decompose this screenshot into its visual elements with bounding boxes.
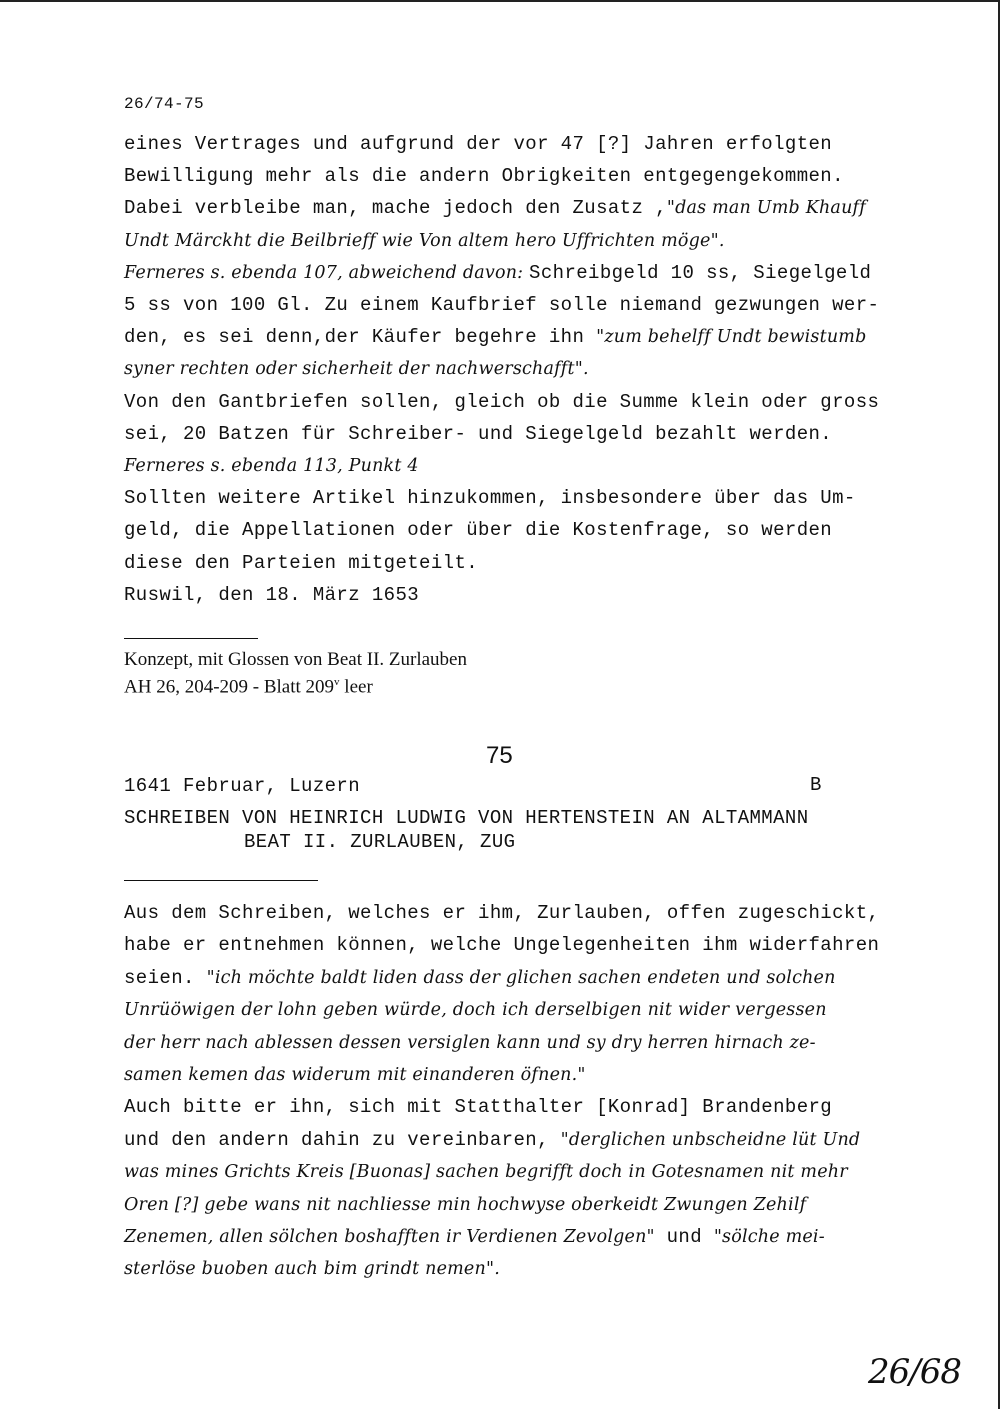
handwritten-archive-number: 26/68 bbox=[868, 1352, 961, 1392]
document-number: 75 bbox=[486, 742, 513, 769]
section-1-line-7-segment-1: den, es sei denn,der Käufer begehre ihn bbox=[124, 326, 597, 349]
section-1-line-8-segment-1: syner rechten oder sicherheit der nachwerschafft". bbox=[124, 359, 589, 380]
category-letter: B bbox=[810, 774, 822, 796]
section-1-line-6-segment-1: 5 ss von 100 Gl. Zu einem Kaufbrief solle niemand gezwungen wer- bbox=[124, 294, 880, 316]
section-1-line-2 bbox=[124, 164, 844, 188]
section-2-line-10-segment-1: Oren [?] gebe wans nit nachliesse min hochwyse oberkeidt Zwungen Zehilf bbox=[124, 1194, 807, 1215]
section-1-line-9-segment-1: Von den Gantbriefen sollen, gleich ob die Summe klein oder gross bbox=[124, 390, 880, 413]
section-1-line-2-segment-1: Bewilligung mehr als die andern Obrigkeiten entgegengekommen. bbox=[124, 165, 844, 188]
document-title-line-1: SCHREIBEN VON HEINRICH LUDWIG VON HERTENSTEIN AN ALTAMMANN bbox=[124, 807, 809, 829]
section-2-line-3-segment-2: "ich möchte baldt liden dass der glichen sachen endeten und solchen bbox=[206, 967, 836, 988]
section-2-line-11-segment-2: und bbox=[654, 1226, 714, 1248]
section-1-line-9 bbox=[124, 390, 879, 414]
section-2-line-3 bbox=[124, 966, 836, 990]
section-1-line-12 bbox=[124, 486, 856, 510]
section-2-rule bbox=[124, 880, 318, 881]
section-2-line-11 bbox=[124, 1225, 825, 1249]
section-2-line-5 bbox=[124, 1031, 816, 1055]
section-1-line-3-segment-1: Dabei verbleibe man, mache jedoch den Zusatz , bbox=[124, 197, 667, 220]
section-1-line-11-segment-1: Ferneres s. ebenda 113, Punkt 4 bbox=[124, 456, 419, 476]
page-border-top bbox=[0, 0, 1000, 2]
footnote-verso: v bbox=[334, 676, 340, 688]
section-2-line-4 bbox=[124, 998, 827, 1022]
section-1-line-10-segment-1: sei, 20 Batzen für Schreiber- und Siegelgeld bezahlt werden. bbox=[124, 422, 833, 445]
section-2-line-9 bbox=[124, 1160, 848, 1184]
section-2-line-4-segment-1: Unrüöwigen der lohn geben würde, doch ich derselbigen nit wider vergessen bbox=[124, 1000, 827, 1021]
section-2-line-11-segment-1: Zenemen, allen sölchen boshafften ir Verdienen Zevolgen" bbox=[124, 1227, 655, 1247]
section-2-line-6-segment-1: samen kemen das widerum mit einanderen öfnen." bbox=[124, 1065, 586, 1085]
section-1-line-11 bbox=[124, 454, 419, 478]
footnote-line-2 bbox=[124, 670, 373, 699]
date-place: 1641 Februar, Luzern bbox=[124, 775, 361, 797]
section-1-line-5-segment-2: Schreibgeld 10 ss, Siegelgeld bbox=[529, 261, 872, 284]
section-1-line-5-segment-1: Ferneres s. ebenda 107, abweichend davon: bbox=[124, 262, 530, 283]
section-2-line-11-segment-3: "sölche mei- bbox=[713, 1227, 825, 1247]
section-2-line-8-segment-2: "derglichen unbscheidne lüt Und bbox=[560, 1129, 861, 1150]
section-1-line-5 bbox=[124, 261, 871, 285]
section-1-line-10 bbox=[124, 422, 832, 446]
section-2-line-8-segment-1: und den andern dahin zu vereinbaren, bbox=[124, 1128, 561, 1151]
page-reference: 26/74-75 bbox=[124, 95, 205, 113]
section-1-line-13 bbox=[124, 518, 832, 542]
section-1-line-13-segment-1: geld, die Appellationen oder über die Kostenfrage, so werden bbox=[124, 519, 833, 542]
footnote-line-1: Konzept, mit Glossen von Beat II. Zurlauben bbox=[124, 649, 467, 670]
section-1-line-4-segment-1: Undt Märckht die Beilbrieff wie Von altem hero Uffrichten möge". bbox=[124, 230, 725, 251]
section-2-line-12-segment-1: sterlöse buoben auch bim grindt nemen". bbox=[124, 1259, 500, 1280]
section-1-line-4 bbox=[124, 229, 725, 253]
section-1-line-7 bbox=[124, 325, 867, 349]
section-1-line-3 bbox=[124, 196, 866, 220]
section-1-line-15-segment-1: Ruswil, den 18. März 1653 bbox=[124, 583, 420, 606]
section-2-line-7-segment-1: Auch bitte er ihn, sich mit Statthalter [Konrad] Brandenberg bbox=[124, 1096, 833, 1119]
section-2-line-10 bbox=[124, 1193, 806, 1217]
section-2-line-5-segment-1: der herr nach ablessen dessen versiglen kann und sy dry herren hirnach ze- bbox=[124, 1032, 816, 1053]
section-2-line-7 bbox=[124, 1095, 832, 1119]
section-1-line-7-segment-2: "zum behelff Undt bewistumb bbox=[596, 327, 867, 348]
section-2-line-2-segment-1: habe er entnehmen können, welche Ungelegenheiten ihm widerfahren bbox=[124, 934, 880, 957]
section-2-line-9-segment-1: was mines Grichts Kreis [Buonas] sachen begrifft doch in Gotesnamen nit mehr bbox=[124, 1162, 848, 1183]
section-1-line-8 bbox=[124, 357, 589, 381]
section-1-line-1-segment-1: eines Vertrages und aufgrund der vor 47 [?] Jahren erfolgten bbox=[124, 133, 833, 155]
section-2-line-12 bbox=[124, 1257, 500, 1281]
section-1-line-1 bbox=[124, 132, 832, 156]
section-2-line-2 bbox=[124, 933, 879, 957]
section-2-line-6 bbox=[124, 1063, 586, 1087]
section-1-rule bbox=[124, 638, 258, 639]
section-2-line-1-segment-1: Aus dem Schreiben, welches er ihm, Zurlauben, offen zugeschickt, bbox=[124, 902, 880, 924]
section-1-line-15 bbox=[124, 583, 419, 607]
document-title-line-2: BEAT II. ZURLAUBEN, ZUG bbox=[244, 831, 516, 853]
section-1-line-14-segment-1: diese den Parteien mitgeteilt. bbox=[124, 551, 479, 574]
section-1-line-6 bbox=[124, 293, 879, 317]
section-2-line-8 bbox=[124, 1128, 860, 1152]
section-1-line-14 bbox=[124, 551, 478, 575]
section-1-line-3-segment-2: "das man Umb Khauff bbox=[666, 198, 866, 219]
footnote-blatt: AH 26, 204-209 - Blatt 209 bbox=[124, 676, 335, 698]
footnote-leer: leer bbox=[339, 676, 373, 698]
section-1-line-12-segment-1: Sollten weitere Artikel hinzukommen, insbesondere über das Um- bbox=[124, 487, 856, 510]
section-2-line-1 bbox=[124, 901, 879, 925]
section-2-line-3-segment-1: seien. bbox=[124, 966, 207, 989]
